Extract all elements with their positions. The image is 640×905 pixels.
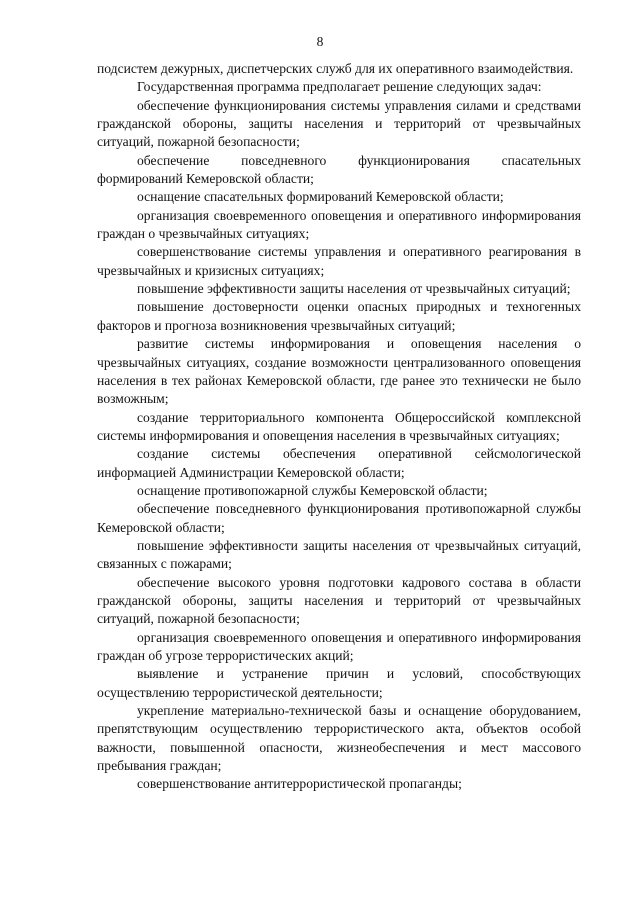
task-item: развитие системы информирования и оповещения населения о чрезвычайных ситуациях, создание возможности централизованного оповещения населения в тех районах Кемеровской области, где ранее это технически не было возможным; [97,336,581,407]
task-item: повышение эффективности защиты населения от чрезвычайных ситуаций; [137,281,571,297]
task-item: обеспечение высокого уровня подготовки кадрового состава в области гражданской обороны, защиты населения и территорий от чрезвычайных ситуаций, пожарной безопасности; [97,574,581,627]
task-item: обеспечение повседневного функционирования противопожарной службы Кемеровской области; [97,501,581,535]
task-item: создание территориального компонента Общероссийской комплексной системы информирования и оповещения населения в чрезвычайных ситуациях; [97,409,581,443]
paragraph-continuation: подсистем дежурных, диспетчерских служб для их оперативного взаимодействия. [97,61,574,76]
task-item: оснащение противопожарной службы Кемеровской области; [137,482,488,498]
task-item: совершенствование антитеррористической пропаганды; [137,776,462,792]
task-item: обеспечение функционирования системы управления силами и средствами гражданской обороны, защиты населения и территорий от чрезвычайных ситуаций, пожарной безопасности; [97,97,581,150]
task-item: совершенствование системы управления и оперативного реагирования в чрезвычайных и кризисных ситуациях; [97,244,581,278]
task-item: организация своевременного оповещения и оперативного информирования граждан о чрезвычайных ситуациях; [97,207,581,242]
document-body [97,60,581,794]
task-item: создание системы обеспечения оперативной сейсмологической информацией Администрации Кемеровской области; [97,446,581,480]
paragraph-intro: Государственная программа предполагает решение следующих задач: [137,79,542,95]
task-item: повышение эффективности защиты населения от чрезвычайных ситуаций, связанных с пожарами; [97,537,581,572]
task-item: повышение достоверности оценки опасных природных и техногенных факторов и прогноза возникновения чрезвычайных ситуаций; [97,299,581,333]
task-item: укрепление материально-технической базы и оснащение оборудованием, препятствующим осуществлению террористического акта, объектов особой важности, повышенной опасности, жизнеобеспечения и мест массового пребывания граждан; [97,703,581,774]
task-item: обеспечение повседневного функционирования спасательных формирований Кемеровской области; [97,152,581,187]
task-item: выявление и устранение причин и условий, способствующих осуществлению террористической деятельности; [97,666,581,700]
page-number: 8 [316,34,324,49]
task-item: организация своевременного оповещения и оперативного информирования граждан об угрозе террористических акций; [97,629,581,663]
task-item: оснащение спасательных формирований Кемеровской области; [137,189,504,205]
